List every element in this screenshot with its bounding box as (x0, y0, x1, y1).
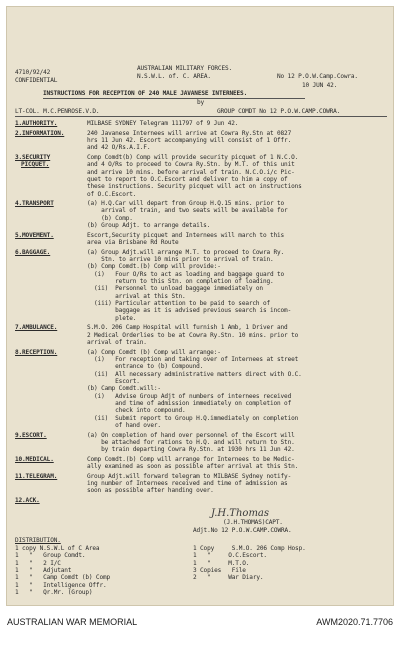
document-title: INSTRUCTIONS FOR RECEPTION OF 240 MALE JAVANESE INTERNEES. (43, 90, 248, 97)
distribution-entry: 3 Copies File (193, 567, 246, 575)
item-text-line: (a) H.Q.Car will depart from Group H.Q.15 mins. prior to (87, 200, 285, 208)
distribution-entry: 1 " O.C.Escort. (193, 552, 267, 560)
header-divider (15, 116, 387, 117)
item-text-line: Escort. (87, 377, 140, 385)
item-text-line: (ii) Submit report to Group H.Q.immediately on completion (87, 414, 299, 422)
distribution-entry: 1 " Camp Comdt (b) Comp (15, 574, 111, 582)
item-text-line: arrival at this Stn. (87, 292, 186, 300)
item-text-line: (iii) Particular attention to be paid to search of (87, 300, 270, 308)
distribution-entry: 1 copy N.S.W.L of C Area (15, 545, 100, 552)
title-underline (43, 98, 305, 99)
item-text-line: entrance to (b) Compound. (87, 363, 204, 371)
item-text-line: Comp Comdt(b) Comp will provide security picquet of 1 N.C.O. (87, 153, 299, 161)
archive-footer (0, 617, 400, 637)
item-text-line: plete. (87, 314, 137, 322)
item-text-line: MILBASE SYDNEY Telegram 111797 of 9 Jun 42. (87, 120, 239, 127)
document-page (6, 6, 394, 606)
distribution-entry: 1 " Group Comdt. (15, 552, 86, 560)
distribution-entry: 1 " Adjutant (15, 567, 72, 575)
item-text-line: Comp Comdt.(b) Comp will arrange for Internees to be Medic- (87, 455, 295, 463)
item-label: 12.ACK. (15, 497, 40, 504)
distribution-entry: 2 " War Diary. (193, 574, 264, 582)
signatory-title: Adjt.No 12 P.O.W.CAMP.COWRA. (193, 527, 292, 534)
item-text-line: these instructions. Security picquet will act on instructions (87, 183, 302, 191)
item-label: 9.ESCORT. (15, 431, 47, 439)
item-text-line: check into compound. (87, 407, 186, 415)
header-date: 10 JUN 42. (302, 82, 338, 89)
item-label: 10.MEDICAL. (15, 455, 54, 463)
group-comdt: GROUP COMDT No 12 P.O.W.CAMP.COWRA. (217, 108, 341, 115)
item-text-line: (ii) Personnel to unload baggage immediately on (87, 285, 263, 293)
item-text-line: (b) Comp. (87, 214, 133, 222)
distribution-entry: 1 " Qr.Mr. (Group) (15, 589, 93, 597)
item-label: 6.BAGGAGE. (15, 248, 51, 256)
item-text-line: hrs 11 Jun 42. Escort accompanying will consist of 1 Offr. (87, 136, 292, 144)
document-body (7, 7, 395, 607)
distribution-heading: DISTRIBUTION. (15, 537, 61, 544)
item-text-line: and arrive 10 mins. before arrival of train. N.C.O.i/c Pic- (87, 168, 295, 176)
item-text-line: (b) Camp Comdt.will:- (87, 385, 161, 393)
item-text-line: (i) Four O/Rs to act as loading and baggage guard to (87, 270, 285, 278)
item-text-line: quet to report to O.C.Escort and deliver to him a copy of (87, 175, 288, 183)
item-text-line: be attached for rations to H.Q. and will return to Stn. (87, 438, 295, 446)
item-label: PICQUET. (21, 161, 50, 169)
item-text-line: 240 Javanese Internees will arrive at Cowra Ry.Stn at 0827 (87, 129, 292, 137)
header-ref: 4710/92/42 (15, 69, 51, 76)
item-label: 7.AMBULANCE. (15, 324, 58, 332)
item-label: 2.INFORMATION. (15, 129, 65, 137)
item-text-line: S.M.O. 206 Camp Hospital will furnish 1 Amb, 1 Driver and (87, 324, 288, 332)
item-label: 11.TELEGRAM. (15, 472, 58, 480)
item-text-line: (b) Group Adjt. to arrange details. (87, 222, 211, 230)
item-text-line: (ii) All necessary administrative matters direct with O.C. (87, 370, 302, 378)
distribution-entry: 1 " 2 I/C (15, 559, 61, 567)
item-text-line: and time of admission immediately on completion of (87, 400, 292, 407)
item-text-line: (a) Comp Comdt (b) Comp will arrange:- (87, 348, 221, 356)
item-label: 4.TRANSPORT (15, 200, 54, 208)
item-text-line: ing number of Internees received and time of admission as (87, 480, 288, 488)
archive-reference: AWM2020.71.7706 (316, 617, 393, 627)
item-text-line: by train departing Cowra Ry.Stn. at 1930 hrs 11 Jun 42. (87, 446, 295, 454)
item-text-line: (i) For reception and taking over of Internees at street (87, 355, 299, 363)
item-label: 5.MOVEMENT. (15, 231, 54, 239)
handwritten-signature: J.H.Thomas (211, 508, 270, 519)
header-area: N.S.W.L. of. C. AREA. (137, 73, 211, 80)
header-org: AUSTRALIAN MILITARY FORCES. (137, 65, 233, 72)
item-text-line: ally examined as soon as possible after arrival at this Stn. (87, 463, 299, 471)
item-text-line: of O.C.Escort. (87, 190, 137, 198)
item-text-line: Group Adjt.will forward telegram to MILBASE Sydney notify- (87, 472, 292, 480)
distribution-entry: 1 " M.T.O. (193, 559, 250, 567)
item-text-line: (i) Advise Group Adjt of numbers of internees received (87, 392, 292, 400)
item-text-line: 2 Medical Orderlies to be at Cowra Ry.Stn. 10 mins. prior to (87, 331, 299, 339)
item-text-line: (a) Group Adjt.will arrange M.T. to proceed to Cowra Ry. (87, 248, 285, 256)
archive-name: AUSTRALIAN WAR MEMORIAL (7, 617, 138, 627)
distribution-entry: 1 Copy S.M.O. 206 Comp Hosp. (193, 545, 306, 552)
item-text-line: arrival of train. (87, 339, 147, 346)
item-text-line: area via Brisbane Rd Route (87, 239, 179, 247)
item-text-line: and 42 O/Rs.A.I.F. (87, 144, 151, 152)
item-text-line: baggage as it is advised previous search is incom- (87, 307, 292, 315)
distribution-entry: 1 " Intelligence Offr. (15, 581, 107, 589)
item-label: 8.RECEPTION. (15, 348, 58, 356)
officer-name: LT-COL. M.C.PENROSE.V.D. (15, 108, 100, 115)
item-label: 3.SECURITY (15, 153, 51, 161)
item-text-line: and 4 O/Rs to proceed to Cowra Ry.Stn. by M.T. of this unit (87, 161, 295, 169)
item-text-line: Stn. to arrive 10 mins prior to arrival of train. (87, 255, 274, 263)
item-text-line: arrival of train, and two seats will be available for (87, 207, 288, 215)
item-label: 1.AUTHORITY. (15, 120, 58, 127)
item-text-line: of hand over. (87, 422, 161, 430)
item-text-line: return to this Stn. on completion of loading. (87, 278, 274, 285)
header-classification: CONFIDENTIAL (15, 77, 58, 84)
item-text-line: (a) On completion of hand over personnel of the Escort will (87, 431, 295, 439)
item-text-line: (b) Comp Comdt.(b) Comp will provide:- (87, 263, 221, 271)
header-camp: No 12 P.O.W.Camp.Cowra. (277, 73, 358, 80)
title-by: by (197, 99, 205, 106)
item-text-line: soon as possible after handing over. (87, 487, 214, 495)
signatory-name: (J.H.THOMAS)CAPT. (223, 519, 283, 526)
item-text-line: Escort,Security picquet and Internees will march to this (87, 231, 285, 239)
